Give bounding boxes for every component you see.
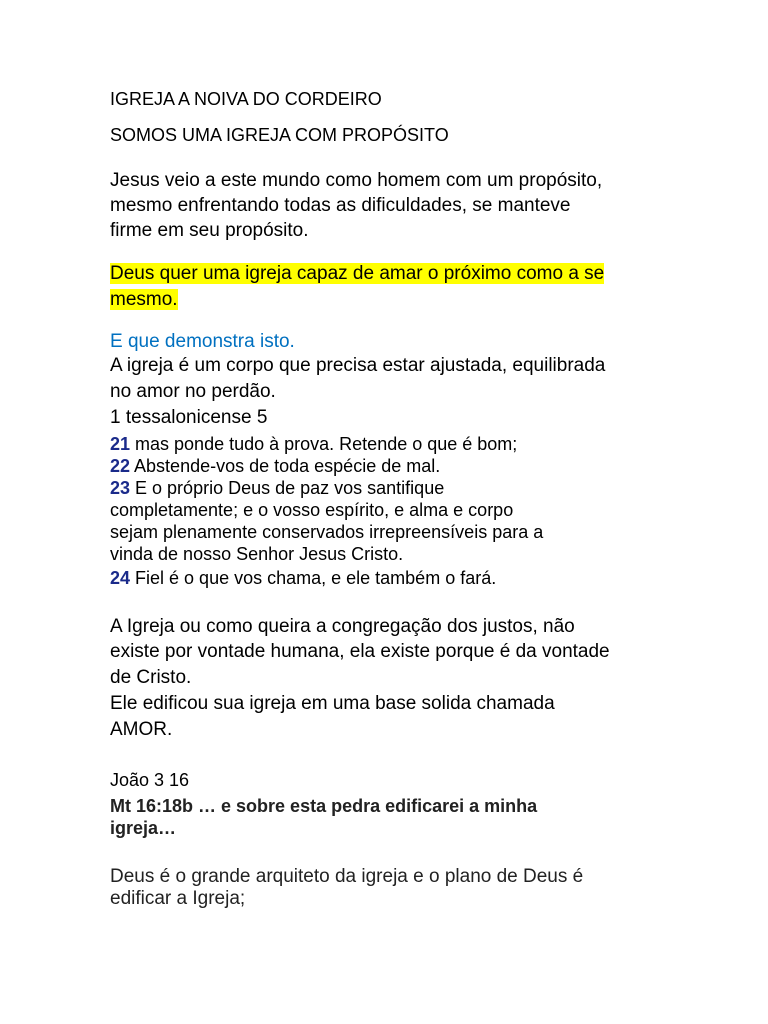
paragraph-line: A Igreja ou como queira a congregação dos justos, não bbox=[110, 616, 575, 637]
paragraph-line: mesmo enfrentando todas as dificuldades, se manteve bbox=[110, 195, 571, 216]
bold-verse-line: Mt 16:18b … e sobre esta pedra edificarei a minha bbox=[110, 796, 538, 816]
scripture-reference: João 3 16 bbox=[110, 770, 190, 790]
verse-line bbox=[110, 435, 517, 453]
heading-title: IGREJA A NOIVA DO CORDEIRO bbox=[110, 89, 382, 109]
paragraph-line: A igreja é um corpo que precisa estar ajustada, equilibrada bbox=[110, 355, 606, 376]
verse-continuation: vinda de nosso Senhor Jesus Cristo. bbox=[110, 544, 404, 564]
scripture-reference: 1 tessalonicense 5 bbox=[110, 407, 268, 428]
verse-text: Abstende-vos de toda espécie de mal. bbox=[130, 456, 441, 476]
bold-verse-line: igreja… bbox=[110, 818, 177, 838]
verse-line bbox=[110, 479, 444, 497]
paragraph-line: Jesus veio a este mundo como homem com um propósito, bbox=[110, 170, 603, 191]
verse-text: mas ponde tudo à prova. Retende o que é bom; bbox=[130, 434, 518, 454]
paragraph-line: Deus é o grande arquiteto da igreja e o plano de Deus é bbox=[110, 866, 584, 887]
heading-subtitle: SOMOS UMA IGREJA COM PROPÓSITO bbox=[110, 125, 449, 145]
paragraph-line: de Cristo. bbox=[110, 667, 192, 688]
paragraph-line: existe por vontade humana, ela existe porque é da vontade bbox=[110, 641, 610, 662]
verse-text: Fiel é o que vos chama, e ele também o fará. bbox=[130, 568, 497, 588]
highlighted-text: mesmo. bbox=[110, 289, 178, 310]
verse-line bbox=[110, 457, 440, 475]
paragraph-line: edificar a Igreja; bbox=[110, 888, 246, 909]
verse-line bbox=[110, 569, 496, 587]
paragraph-line: firme em seu propósito. bbox=[110, 220, 309, 241]
verse-number: 21 bbox=[110, 434, 131, 454]
highlighted-line bbox=[110, 264, 604, 283]
paragraph-line: AMOR. bbox=[110, 719, 173, 740]
verse-number: 24 bbox=[110, 568, 131, 588]
verse-continuation: completamente; e o vosso espírito, e alma e corpo bbox=[110, 500, 514, 520]
verse-continuation: sejam plenamente conservados irrepreensíveis para a bbox=[110, 522, 544, 542]
highlighted-text: Deus quer uma igreja capaz de amar o próximo como a se bbox=[110, 263, 605, 284]
paragraph-line: Ele edificou sua igreja em uma base solida chamada bbox=[110, 693, 555, 714]
paragraph-line: no amor no perdão. bbox=[110, 381, 276, 402]
blue-text-line: E que demonstra isto. bbox=[110, 331, 295, 352]
verse-text: E o próprio Deus de paz vos santifique bbox=[130, 478, 445, 498]
verse-number: 22 bbox=[110, 456, 131, 476]
verse-number: 23 bbox=[110, 478, 131, 498]
highlighted-line bbox=[110, 290, 178, 309]
